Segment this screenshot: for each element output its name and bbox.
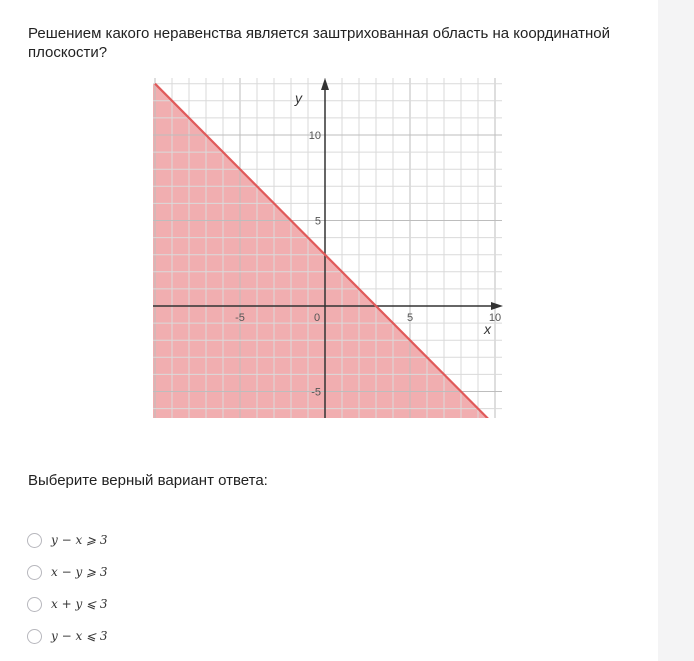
x-axis-arrow-icon xyxy=(491,302,503,310)
radio-button-icon[interactable] xyxy=(27,565,42,580)
answer-option-1[interactable] xyxy=(27,531,108,549)
radio-button-icon[interactable] xyxy=(27,597,42,612)
answer-option-4[interactable] xyxy=(27,627,108,645)
answer-option-2[interactable] xyxy=(27,563,108,581)
y-tick-label: 10 xyxy=(308,130,321,142)
y-tick-label: 5 xyxy=(314,215,321,228)
option-label: x − y ⩾ 3 xyxy=(51,565,108,579)
x-tick-label: 5 xyxy=(406,312,414,324)
answer-option-3[interactable] xyxy=(27,595,108,613)
y-axis-label: y xyxy=(295,90,302,106)
x-axis-label: x xyxy=(484,321,491,337)
x-tick-label: 0 xyxy=(313,312,321,324)
coordinate-plane-graph xyxy=(140,78,510,428)
radio-button-icon[interactable] xyxy=(27,533,42,548)
x-tick-label: 10 xyxy=(488,312,502,324)
option-label: y − x ⩾ 3 xyxy=(51,533,108,547)
answer-prompt: Выберите верный вариант ответа: xyxy=(28,472,268,489)
x-tick-label: -5 xyxy=(235,312,245,324)
option-label: y − x ⩽ 3 xyxy=(51,629,108,643)
radio-button-icon[interactable] xyxy=(27,629,42,644)
side-panel xyxy=(658,0,694,661)
y-tick-label: -5 xyxy=(311,386,321,399)
option-label: x + y ⩽ 3 xyxy=(51,597,108,611)
question-text: Решением какого неравенства является заштрихованная область на координатной плоскости? xyxy=(28,25,610,61)
